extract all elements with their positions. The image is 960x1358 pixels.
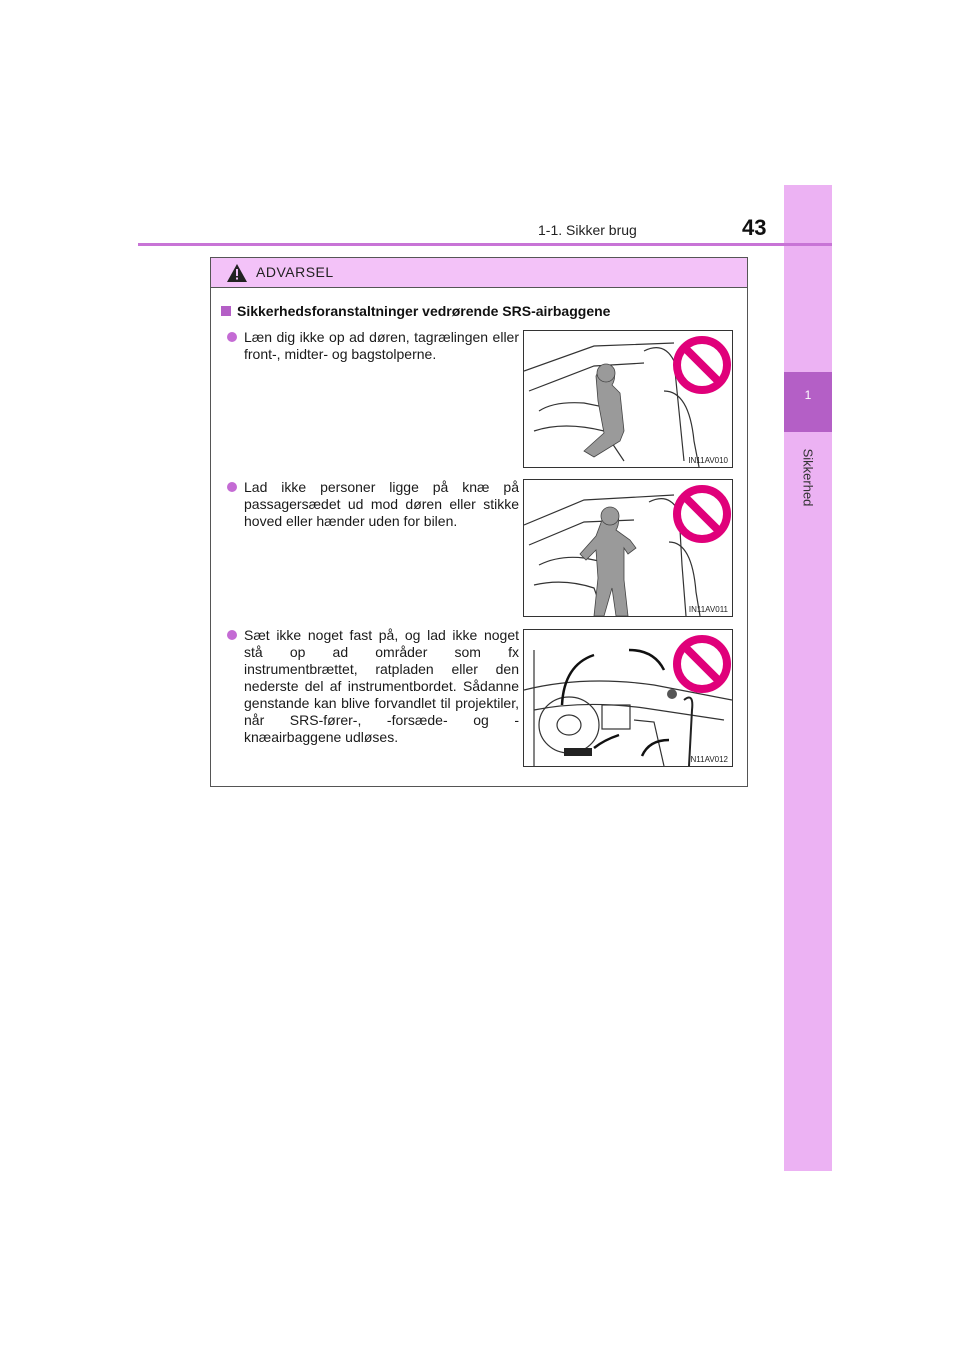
kneeling-passenger-illustration <box>524 480 732 616</box>
list-item <box>227 627 519 746</box>
lean-on-door-illustration <box>524 331 732 467</box>
page-number: 43 <box>742 215 767 240</box>
figure-code: IN11AV011 <box>688 605 728 614</box>
side-tab-number: 1 <box>804 388 812 402</box>
figure-3 <box>523 629 733 767</box>
figure-code: IN11AV012 <box>688 755 728 764</box>
side-tab-active <box>784 372 832 432</box>
list-item <box>227 329 519 363</box>
warning-box <box>210 257 748 787</box>
square-bullet-icon <box>221 306 231 316</box>
bullet-icon <box>227 332 237 342</box>
prohibition-icon <box>677 340 727 390</box>
dashboard-objects-illustration <box>524 630 732 766</box>
warning-triangle-icon <box>227 264 247 282</box>
figure-2 <box>523 479 733 617</box>
figure-1 <box>523 330 733 468</box>
subheading: Sikkerhedsforanstaltninger vedrørende SRS-airbaggene <box>221 303 610 319</box>
warning-title: ADVARSEL <box>256 264 334 280</box>
item-text: Læn dig ikke op ad døren, tagrælingen eller front-, midter- og bagstolperne. <box>244 329 519 362</box>
side-tab <box>784 185 832 1171</box>
item-text: Lad ikke personer ligge på knæ på passagersædet ud mod døren eller stikke hoved eller hænder uden for bilen. <box>244 479 519 529</box>
header-divider <box>138 243 832 246</box>
prohibition-icon <box>677 489 727 539</box>
section-title: 1-1. Sikker brug <box>538 222 637 238</box>
side-tab-label: Sikkerhed <box>800 448 816 507</box>
figure-code: IN11AV010 <box>688 456 728 465</box>
list-item <box>227 479 519 530</box>
bullet-icon <box>227 482 237 492</box>
bullet-icon <box>227 630 237 640</box>
warning-header <box>211 258 747 288</box>
prohibition-icon <box>677 639 727 689</box>
item-text: Sæt ikke noget fast på, og lad ikke noget stå op ad områder som fx instrumentbrættet, ratpladen eller den nederste del af instrumentbordet. Sådanne genstande kan blive forvandlet til projektiler, når SRS-fører-, -forsæde- og -knæairbaggene udløses. <box>244 627 519 745</box>
